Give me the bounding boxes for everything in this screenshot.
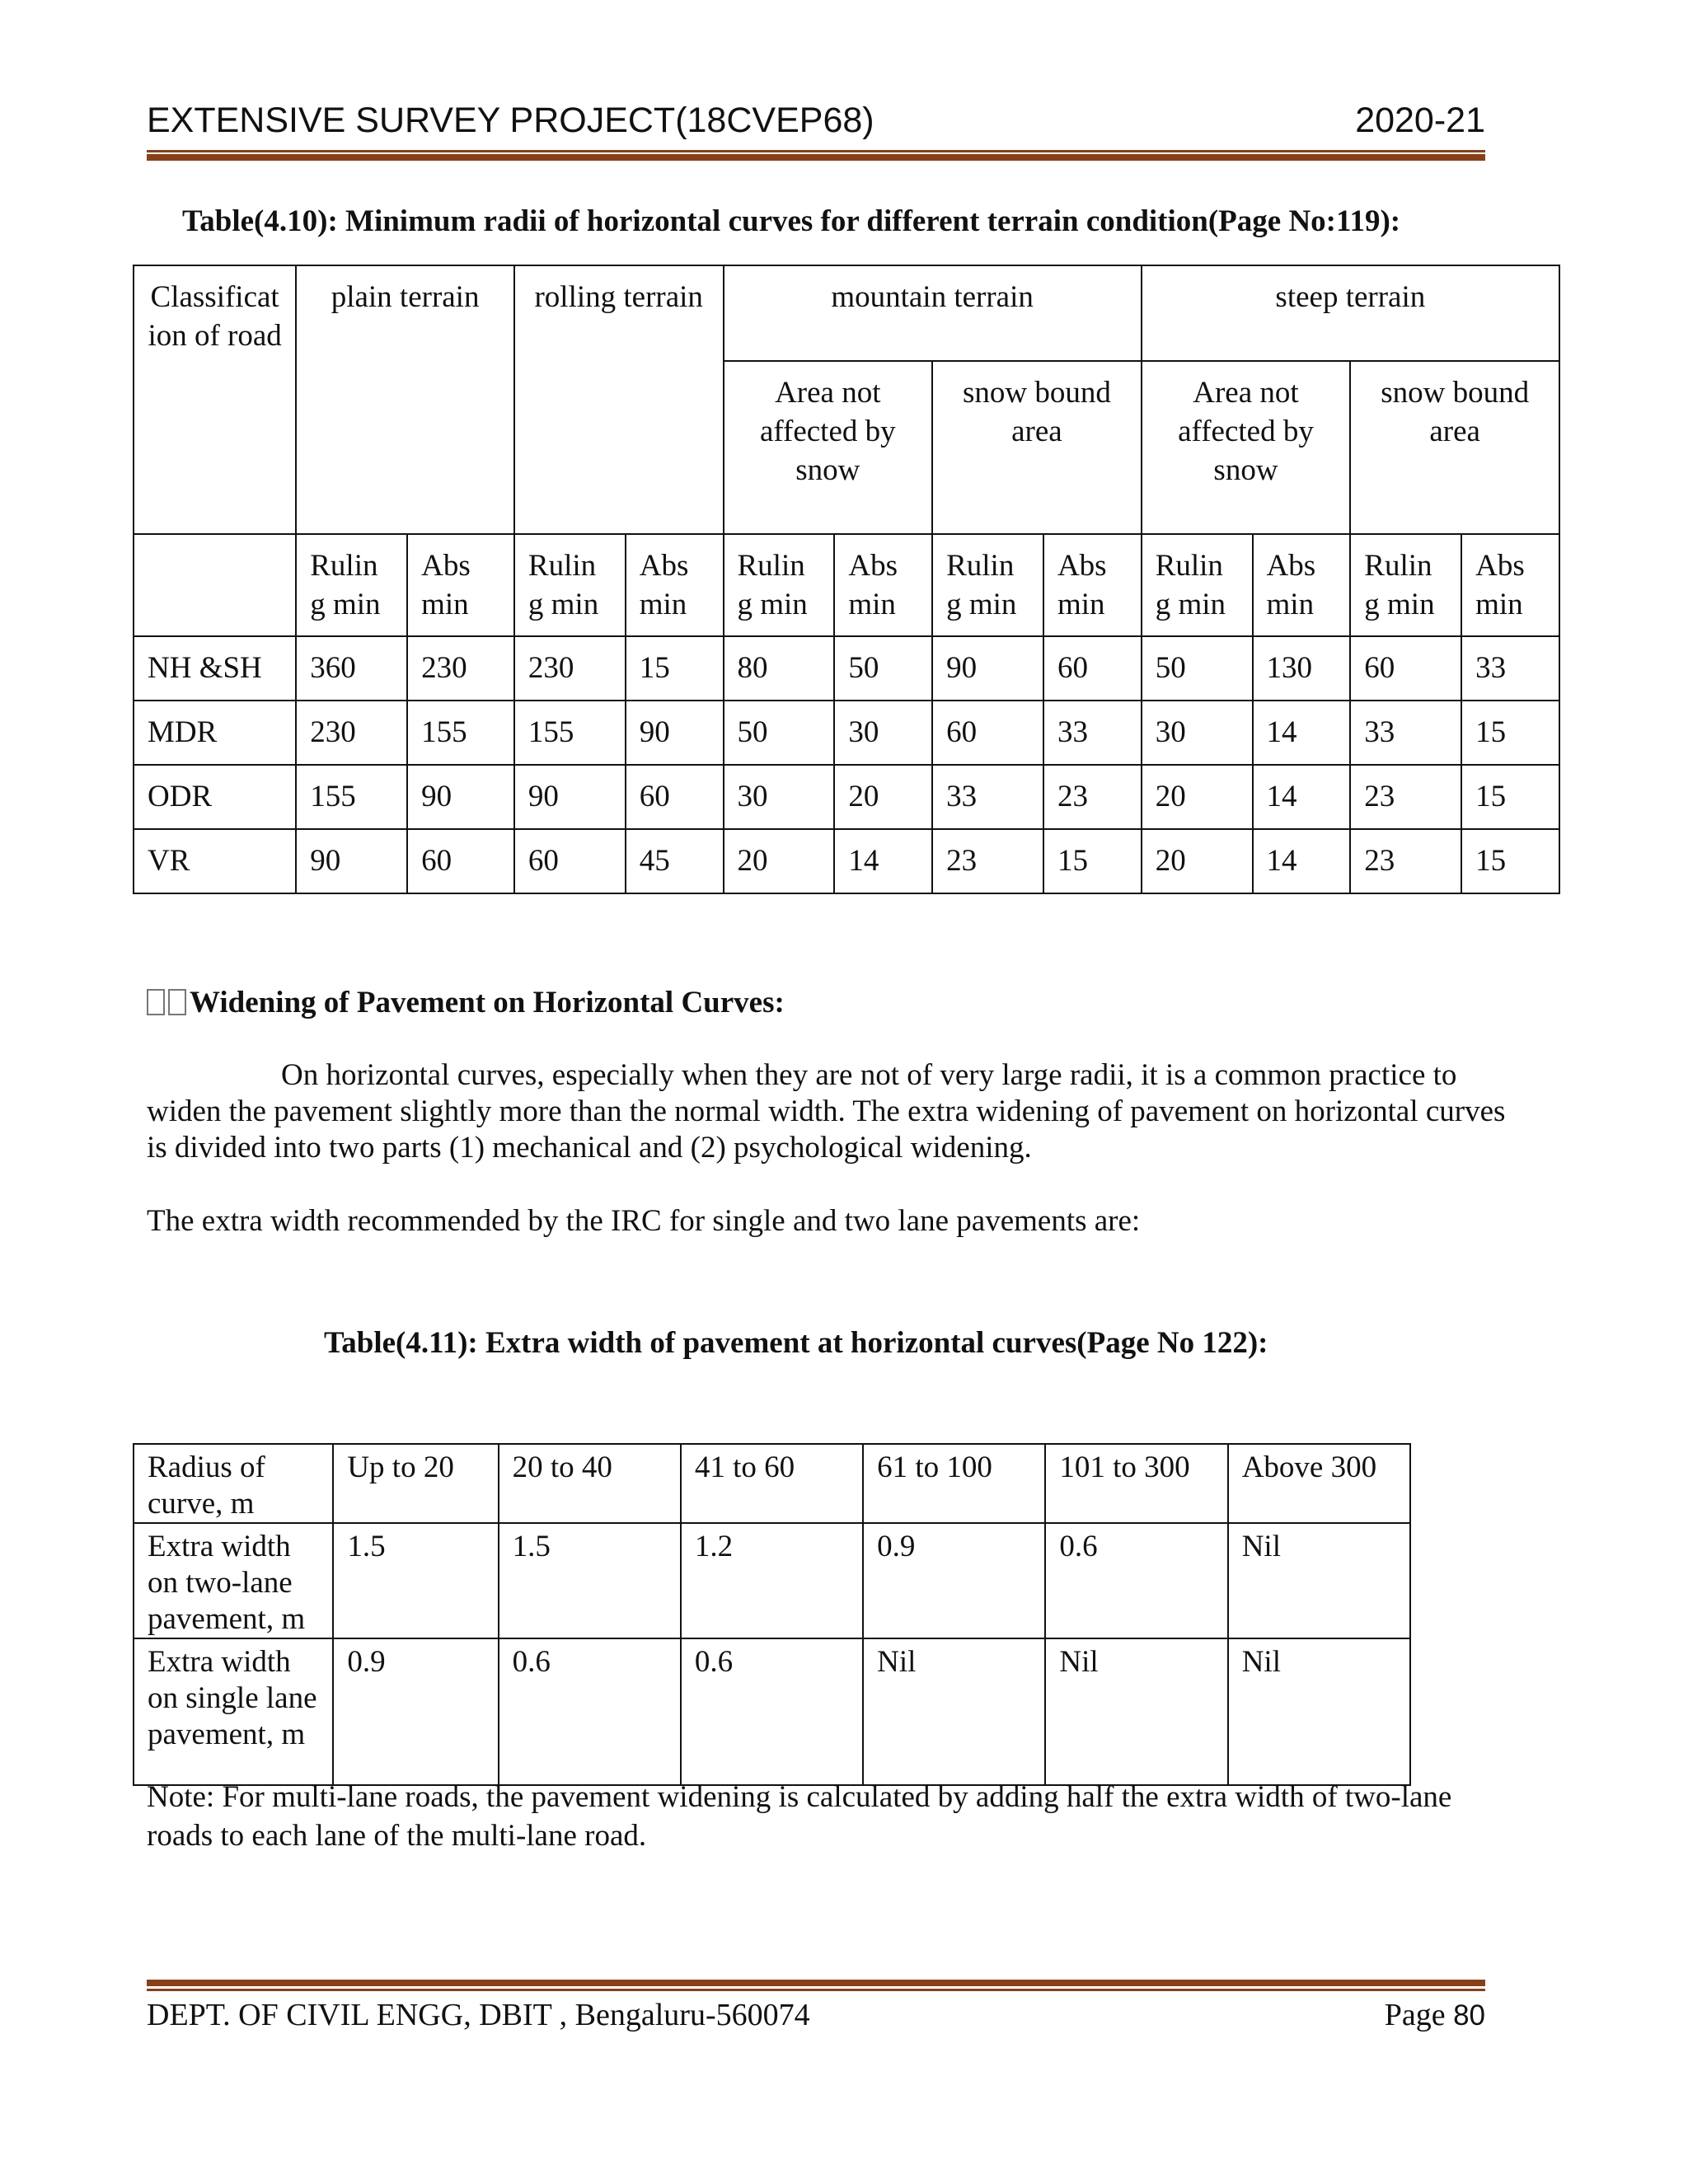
- cell: 1.2: [681, 1523, 863, 1638]
- range-cell: 61 to 100: [863, 1444, 1045, 1523]
- missing-glyph-icon: [147, 989, 165, 1015]
- table-row: [134, 636, 1559, 701]
- cell: 20: [1142, 829, 1253, 893]
- cell: 230: [407, 636, 514, 701]
- cell: 23: [932, 829, 1043, 893]
- cell: 0.9: [863, 1523, 1045, 1638]
- header-steep-not-snow: Area not affected by snow: [1142, 361, 1351, 534]
- ruling-min: Rulin g min: [1350, 534, 1461, 636]
- row-label: Extra width on single lane pavement, m: [134, 1638, 333, 1785]
- header-steep-terrain: steep terrain: [1142, 265, 1559, 361]
- cell: 23: [1350, 829, 1461, 893]
- cell: 33: [932, 765, 1043, 829]
- cell: 90: [296, 829, 407, 893]
- cell: 15: [626, 636, 724, 701]
- cell: 80: [724, 636, 835, 701]
- table-row: [134, 1523, 1410, 1638]
- header-rule-thin: [147, 150, 1485, 152]
- abs-min: Abs min: [626, 534, 724, 636]
- footer-dept: DEPT. OF CIVIL ENGG, DBIT , Bengaluru-560074: [147, 1998, 810, 2032]
- table-row: [134, 829, 1559, 893]
- range-cell: 41 to 60: [681, 1444, 863, 1523]
- range-cell: 20 to 40: [499, 1444, 681, 1523]
- cell: 155: [296, 765, 407, 829]
- paragraph-1: [147, 1057, 1507, 1166]
- cell: 0.6: [1045, 1523, 1227, 1638]
- cell: 33: [1043, 701, 1142, 765]
- cell: 1.5: [499, 1523, 681, 1638]
- cell: 20: [1142, 765, 1253, 829]
- cell: Nil: [1228, 1638, 1410, 1785]
- header-year: 2020-21: [1355, 101, 1485, 140]
- abs-min: Abs min: [1043, 534, 1142, 636]
- cell: 14: [1253, 829, 1351, 893]
- cell: 155: [514, 701, 626, 765]
- cell: 20: [724, 829, 835, 893]
- cell: 0.6: [499, 1638, 681, 1785]
- page-number: 80: [1453, 1999, 1485, 2032]
- cell: 60: [626, 765, 724, 829]
- cell: 30: [834, 701, 932, 765]
- cell: 90: [514, 765, 626, 829]
- section-heading-text: Widening of Pavement on Horizontal Curves:: [190, 986, 785, 1019]
- cell: 30: [724, 765, 835, 829]
- header-title: EXTENSIVE SURVEY PROJECT(18CVEP68): [147, 101, 874, 140]
- cell: 0.6: [681, 1638, 863, 1785]
- cell: 60: [932, 701, 1043, 765]
- range-cell: 101 to 300: [1045, 1444, 1227, 1523]
- cell: 45: [626, 829, 724, 893]
- range-cell: Above 300: [1228, 1444, 1410, 1523]
- header-rolling-terrain: rolling terrain: [514, 265, 724, 534]
- table1-min-row: [134, 534, 1559, 636]
- header-rule-thick: [147, 154, 1485, 161]
- cell: 33: [1461, 636, 1559, 701]
- cell: 15: [1461, 765, 1559, 829]
- cell: 23: [1350, 765, 1461, 829]
- cell: 30: [1142, 701, 1253, 765]
- table-row: [134, 1638, 1410, 1785]
- footer-rule-thin: [147, 1989, 1485, 1991]
- cell: 90: [407, 765, 514, 829]
- paragraph-1-text: On horizontal curves, especially when they are not of very large radii, it is a common practice to widen the pavement slightly more than the normal width. The extra widening of pavement on horizontal curves is divided into two parts (1) mechanical and (2) psychological widening.: [147, 1058, 1506, 1165]
- road-class: MDR: [134, 701, 296, 765]
- abs-min: Abs min: [1253, 534, 1351, 636]
- footer-rule-thick: [147, 1980, 1485, 1986]
- cell: 60: [407, 829, 514, 893]
- cell: 50: [724, 701, 835, 765]
- ruling-min: Rulin g min: [296, 534, 407, 636]
- empty-cell: [134, 534, 296, 636]
- paragraph-2: The extra width recommended by the IRC for single and two lane pavements are:: [147, 1204, 1141, 1238]
- header-plain-terrain: plain terrain: [296, 265, 514, 534]
- cell: Nil: [863, 1638, 1045, 1785]
- page-header: [147, 101, 1485, 150]
- header-mountain-terrain: mountain terrain: [724, 265, 1142, 361]
- table-row: [134, 1444, 1410, 1523]
- cell: 20: [834, 765, 932, 829]
- abs-min: Abs min: [834, 534, 932, 636]
- header-steep-snow: snow bound area: [1350, 361, 1559, 534]
- cell: 60: [514, 829, 626, 893]
- range-cell: Up to 20: [333, 1444, 498, 1523]
- table-row: [134, 765, 1559, 829]
- cell: 60: [1350, 636, 1461, 701]
- table1-header-row: [134, 265, 1559, 361]
- cell: 230: [514, 636, 626, 701]
- cell: 90: [626, 701, 724, 765]
- cell: 14: [1253, 765, 1351, 829]
- missing-glyph-icon: [168, 989, 186, 1015]
- footer-page: [1385, 1997, 1485, 2033]
- cell: 15: [1461, 701, 1559, 765]
- abs-min: Abs min: [407, 534, 514, 636]
- abs-min: Abs min: [1461, 534, 1559, 636]
- cell: 155: [407, 701, 514, 765]
- cell: 33: [1350, 701, 1461, 765]
- road-class: NH &SH: [134, 636, 296, 701]
- road-class: ODR: [134, 765, 296, 829]
- cell: 50: [1142, 636, 1253, 701]
- row-label: Extra width on two-lane pavement, m: [134, 1523, 333, 1638]
- cell: 60: [1043, 636, 1142, 701]
- cell: 90: [932, 636, 1043, 701]
- cell: 14: [834, 829, 932, 893]
- cell: 15: [1461, 829, 1559, 893]
- cell: 14: [1253, 701, 1351, 765]
- cell: Nil: [1228, 1523, 1410, 1638]
- cell: Nil: [1045, 1638, 1227, 1785]
- section-heading: [147, 985, 785, 1020]
- header-mountain-snow: snow bound area: [932, 361, 1142, 534]
- cell: 1.5: [333, 1523, 498, 1638]
- cell: 0.9: [333, 1638, 498, 1785]
- table-extra-width: [133, 1443, 1411, 1786]
- table1-caption: Table(4.10): Minimum radii of horizontal curves for different terrain condition(Page No:119):: [182, 204, 1401, 238]
- table2-caption: Table(4.11): Extra width of pavement at horizontal curves(Page No 122):: [324, 1326, 1268, 1360]
- cell: 15: [1043, 829, 1142, 893]
- table2-note: Note: For multi-lane roads, the pavement widening is calculated by adding half the extra width of two-lane roads to each lane of the multi-lane road.: [147, 1780, 1452, 1853]
- table-min-radii: [133, 265, 1560, 894]
- table-row: [134, 701, 1559, 765]
- cell: 360: [296, 636, 407, 701]
- cell: 230: [296, 701, 407, 765]
- ruling-min: Rulin g min: [514, 534, 626, 636]
- ruling-min: Rulin g min: [1142, 534, 1253, 636]
- road-class: VR: [134, 829, 296, 893]
- ruling-min: Rulin g min: [724, 534, 835, 636]
- ruling-min: Rulin g min: [932, 534, 1043, 636]
- page-label: Page: [1384, 1998, 1446, 2032]
- header-classification: Classificat ion of road: [134, 265, 296, 534]
- cell: 130: [1253, 636, 1351, 701]
- cell: 23: [1043, 765, 1142, 829]
- cell: 50: [834, 636, 932, 701]
- row-label: Radius of curve, m: [134, 1444, 333, 1523]
- header-mountain-not-snow: Area not affected by snow: [724, 361, 933, 534]
